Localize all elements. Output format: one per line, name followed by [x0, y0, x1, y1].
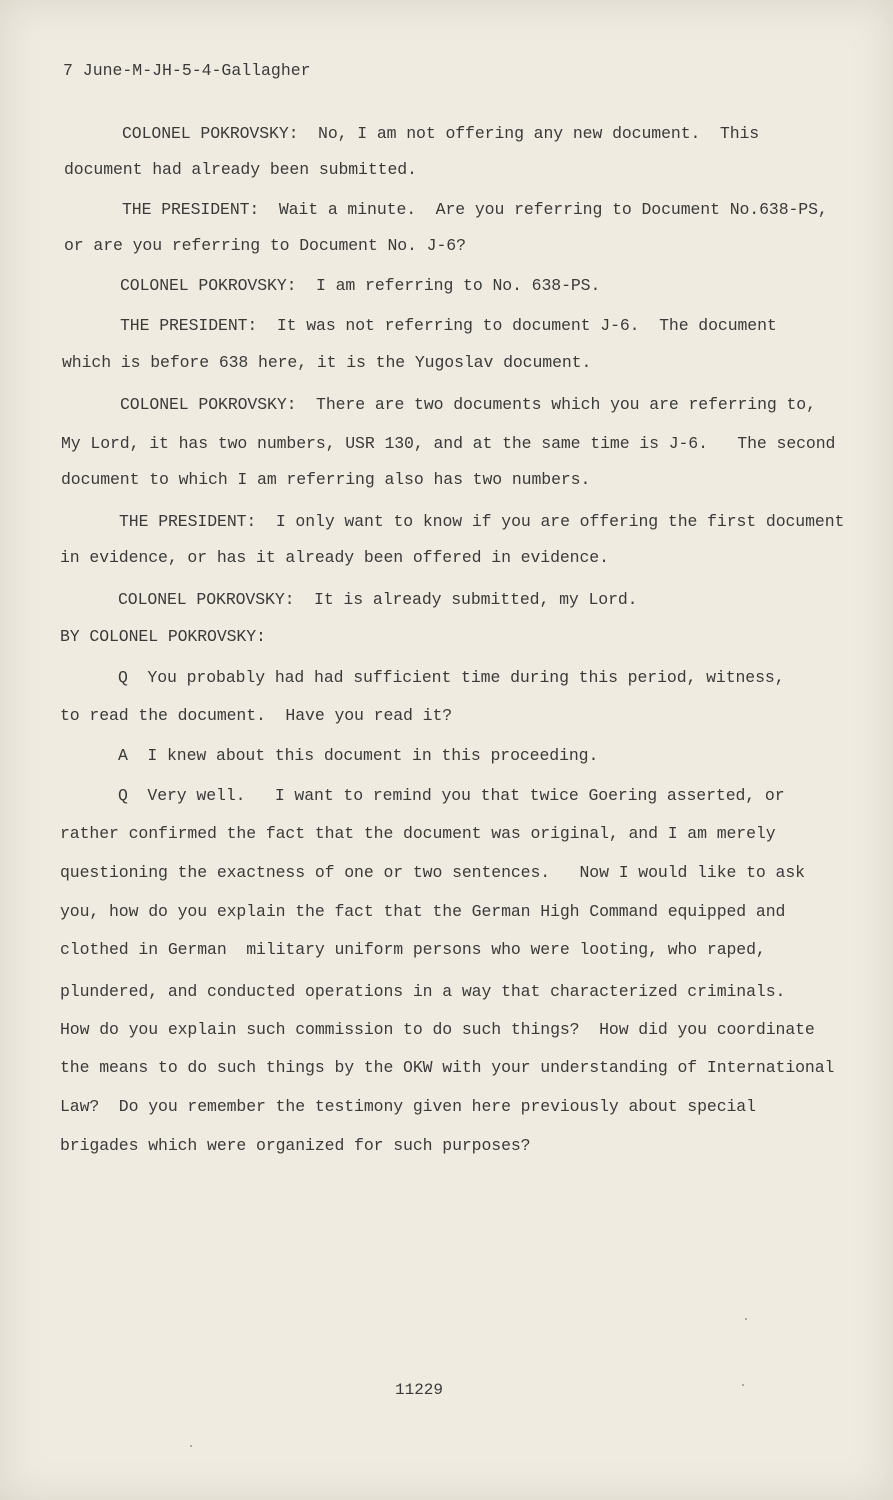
text-line: clothed in German military uniform persons who were looting, who raped, — [60, 940, 766, 959]
text-line: brigades which were organized for such purposes? — [60, 1136, 531, 1155]
text-line: THE PRESIDENT: It was not referring to document J-6. The document — [120, 316, 777, 335]
text-line: questioning the exactness of one or two sentences. Now I would like to ask — [60, 863, 805, 882]
text-line: Q You probably had had sufficient time during this period, witness, — [118, 668, 785, 687]
text-line: you, how do you explain the fact that the German High Command equipped and — [60, 902, 786, 921]
page-header: 7 June-M-JH-5-4-Gallagher — [63, 61, 311, 80]
text-line: THE PRESIDENT: Wait a minute. Are you referring to Document No.638-PS, — [122, 200, 828, 219]
text-line: A I knew about this document in this proceeding. — [118, 746, 599, 765]
text-line: in evidence, or has it already been offered in evidence. — [60, 548, 609, 567]
text-line: the means to do such things by the OKW with your understanding of International — [60, 1058, 835, 1077]
text-line: to read the document. Have you read it? — [60, 706, 453, 725]
text-line: document had already been submitted. — [64, 160, 417, 179]
text-line: document to which I am referring also has two numbers. — [61, 470, 591, 489]
text-line: COLONEL POKROVSKY: It is already submitted, my Lord. — [118, 590, 638, 609]
text-line: COLONEL POKROVSKY: There are two documents which you are referring to, — [120, 395, 816, 414]
text-line: or are you referring to Document No. J-6? — [64, 236, 466, 255]
text-line: BY COLONEL POKROVSKY: — [60, 627, 266, 646]
text-line: Law? Do you remember the testimony given here previously about special — [60, 1097, 756, 1116]
text-line: COLONEL POKROVSKY: I am referring to No. 638-PS. — [120, 276, 601, 295]
paper-speck — [190, 1445, 192, 1447]
text-line: plundered, and conducted operations in a way that characterized criminals. — [60, 982, 786, 1001]
paper-speck — [742, 1384, 744, 1386]
text-line: which is before 638 here, it is the Yugoslav document. — [62, 353, 592, 372]
text-line: How do you explain such commission to do such things? How did you coordinate — [60, 1020, 815, 1039]
text-line: My Lord, it has two numbers, USR 130, and at the same time is J-6. The second — [61, 434, 836, 453]
text-line: THE PRESIDENT: I only want to know if you are offering the first document — [119, 512, 845, 531]
text-line: COLONEL POKROVSKY: No, I am not offering any new document. This — [122, 124, 760, 143]
paper-speck — [745, 1318, 747, 1320]
page-number: 11229 — [395, 1381, 444, 1399]
text-line: Q Very well. I want to remind you that twice Goering asserted, or — [118, 786, 785, 805]
text-line: rather confirmed the fact that the document was original, and I am merely — [60, 824, 776, 843]
